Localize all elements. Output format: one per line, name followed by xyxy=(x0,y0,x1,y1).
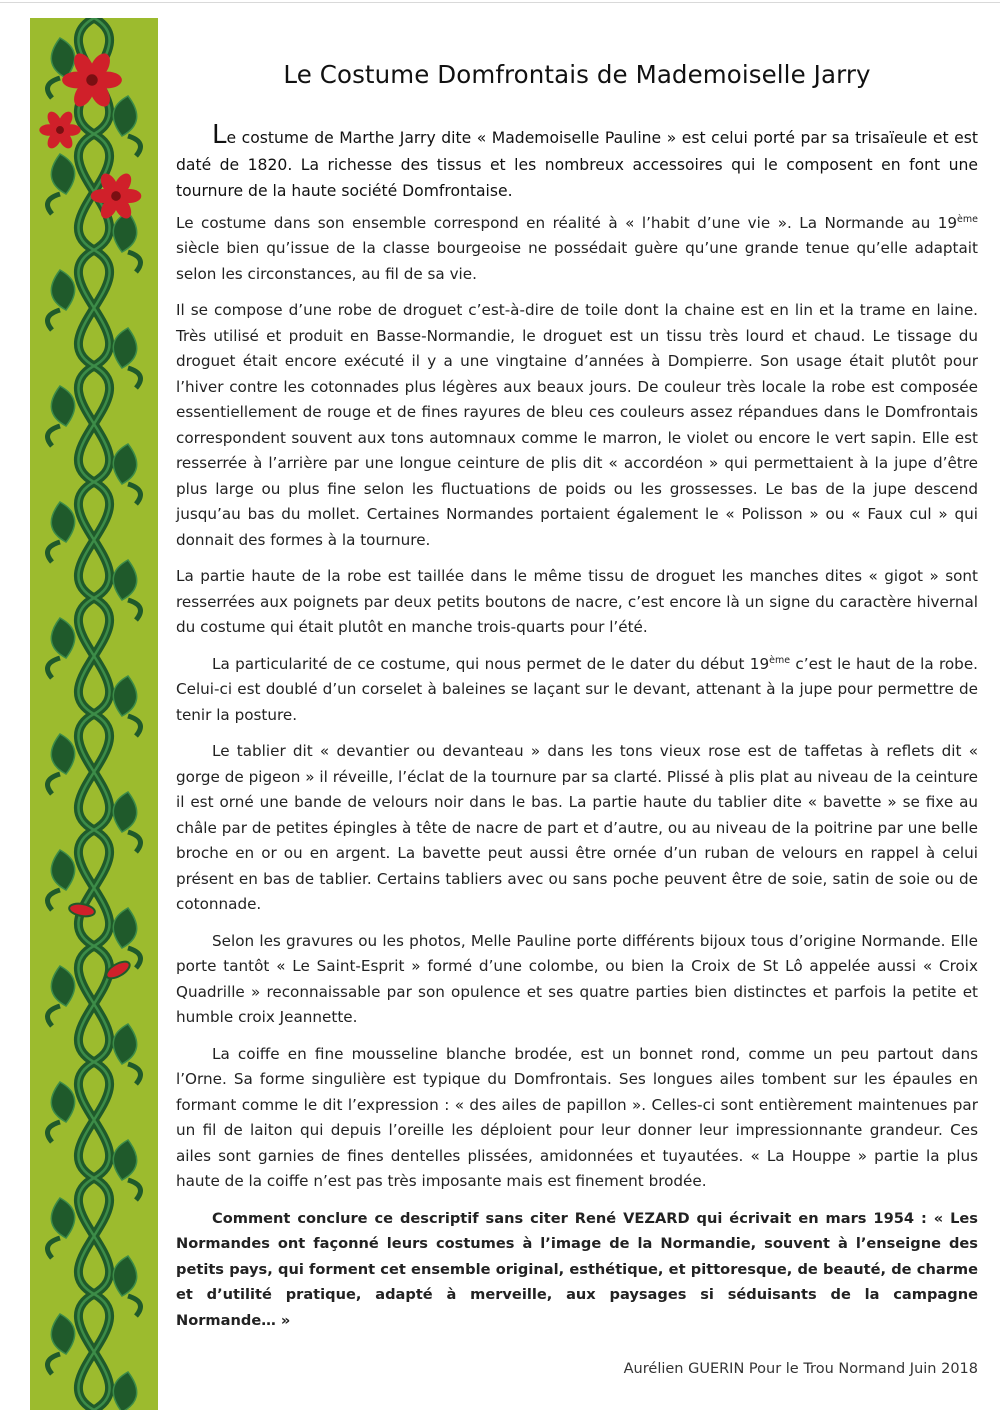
page-title: Le Costume Domfrontais de Mademoiselle Jarry xyxy=(283,60,871,89)
paragraph-tablier: Le tablier dit « devantier ou devanteau » dans les tons vieux rose est de taffetas à reflets dit « gorge de pigeon » il réveille, l’éclat de la tournure par sa clarté. Plissé à plis plat au niveau de la ceinture il est orné une bande de velours noir dans le bas. La partie haute du tablier dite « bavette » se fixe au châle par de petites épingles à tête de nacre de part et d’autre, ou au niveau de la poitrine par une belle broche en or ou en argent. La bavette peut aussi être ornée d’un ruban de velours en rappel à celui présent en bas de tablier. Certains tabliers avec ou sans poche peuvent être de soie, satin de soie ou de cotonnade. xyxy=(176,742,978,913)
intro-paragraph xyxy=(176,120,978,205)
paragraph-robe-haute: La partie haute de la robe est taillée dans le même tissu de droguet les manches dites « gigot » sont resserrées aux poignets par deux petits boutons de nacre, c’est encore là un signe du caractère hivernal du costume qui était plutôt en manche trois-quarts pour l’été. xyxy=(176,567,978,636)
paragraph-coiffe: La coiffe en fine mousseline blanche brodée, est un bonnet rond, comme un peu partout dans l’Orne. Sa forme singulière est typique du Domfrontais. Ses longues ailes tombent sur les épaules en formant comme le dit l’expression : « des ailes de papillon ». Celles-ci sont entièrement maintenues par un fil de laiton qui depuis l’oreille les déploient pour leur donner leur impressionnante grandeur. Ces ailes sont garnies de fines dentelles plissées, amidonnées et tuyautées. « La Houppe » partie la plus haute de la coiffe n’est pas très imposante mais est finement brodée. xyxy=(176,1044,978,1190)
top-edge-rule xyxy=(0,2,1000,3)
paragraph-habit-text-a: Le costume dans son ensemble correspond en réalité à « l’habit d’une vie ». La Normande au 19 xyxy=(176,213,958,232)
signature: Aurélien GUERIN Pour le Trou Normand Juin 2018 xyxy=(623,1361,978,1377)
floral-vine-border-icon xyxy=(30,18,158,1410)
paragraph-habit xyxy=(176,211,978,288)
superscript-eme: ème xyxy=(769,654,791,666)
superscript-eme: ème xyxy=(957,213,978,225)
drop-cap: L xyxy=(212,120,227,150)
paragraph-droguet: Il se compose d’une robe de droguet c’est-à-dire de toile dont la chaine est en lin et la trame en laine. Très utilisé et produit en Basse-Normandie, le droguet est un tissu très lourd et chaud. Le tissage du droguet était encore exécuté il y a une vingtaine d’années à Dompierre. Son usage était plutôt pour l’hiver contre les cotonnades plus légères aux beaux jours. De couleur très locale la robe est composée essentiellement de rouge et de fines rayures de bleu ces couleurs assez répandues dans le Domfrontais correspondent souvent aux tons automnaux comme le marron, le violet ou encore le vert sapin. Elle est resserrée à l’arrière par une longue ceinture de plis dit « accordéon » qui permettaient à la jupe d’être plus large ou plus fine selon les fluctuations de poids ou les grossesses. Le bas de la jupe descend jusqu’au bas du mollet. Certaines Normandes portaient également le « Polisson » ou « Faux cul » qui donnait des formes à la tournure. xyxy=(176,301,978,549)
paragraph-particularite-text-b: c’est le haut de la robe. Celui-ci est doublé d’un corselet à baleines se laçant sur le devant, attenant à la jupe pour permettre de tenir la posture. xyxy=(176,654,978,724)
paragraph-bijoux: Selon les gravures ou les photos, Melle Pauline porte différents bijoux tous d’origine Normande. Elle porte tantôt « Le Saint-Esprit » formé d’une colombe, ou bien la Croix de St Lô appelée aussi « Croix Quadrille » reconnaissable par son opulence et ses quatre parties bien distinctes et parfois la petite et humble croix Jeannette. xyxy=(176,931,978,1026)
paragraph-particularite xyxy=(176,652,978,729)
closing-quote: Comment conclure ce descriptif sans citer René VEZARD qui écrivait en mars 1954 : « Les Normandes ont façonné leurs costumes à l’image de la Normandie, souvent à l’enseigne des petits pays, qui forment cet ensemble original, esthétique, et pittoresque, de beauté, de charme et d’utilité pratique, adapté à merveille, aux paysages si séduisants de la campagne Normande… » xyxy=(176,1209,978,1329)
article xyxy=(176,60,978,1377)
paragraph-habit-text-b: siècle bien qu’issue de la classe bourgeoise ne possédait guère qu’une grande tenue qu’elle adaptait selon les circonstances, au fil de sa vie. xyxy=(176,239,978,283)
floral-border-strip xyxy=(30,18,158,1410)
intro-text: e costume de Marthe Jarry dite « Mademoiselle Pauline » est celui porté par sa trisaïeule et est daté de 1820. La richesse des tissus et les nombreux accessoires qui le composent en font une tournure de la haute société Domfrontaise. xyxy=(176,129,978,200)
paragraph-particularite-text-a: La particularité de ce costume, qui nous permet de le dater du début 19 xyxy=(212,654,770,673)
